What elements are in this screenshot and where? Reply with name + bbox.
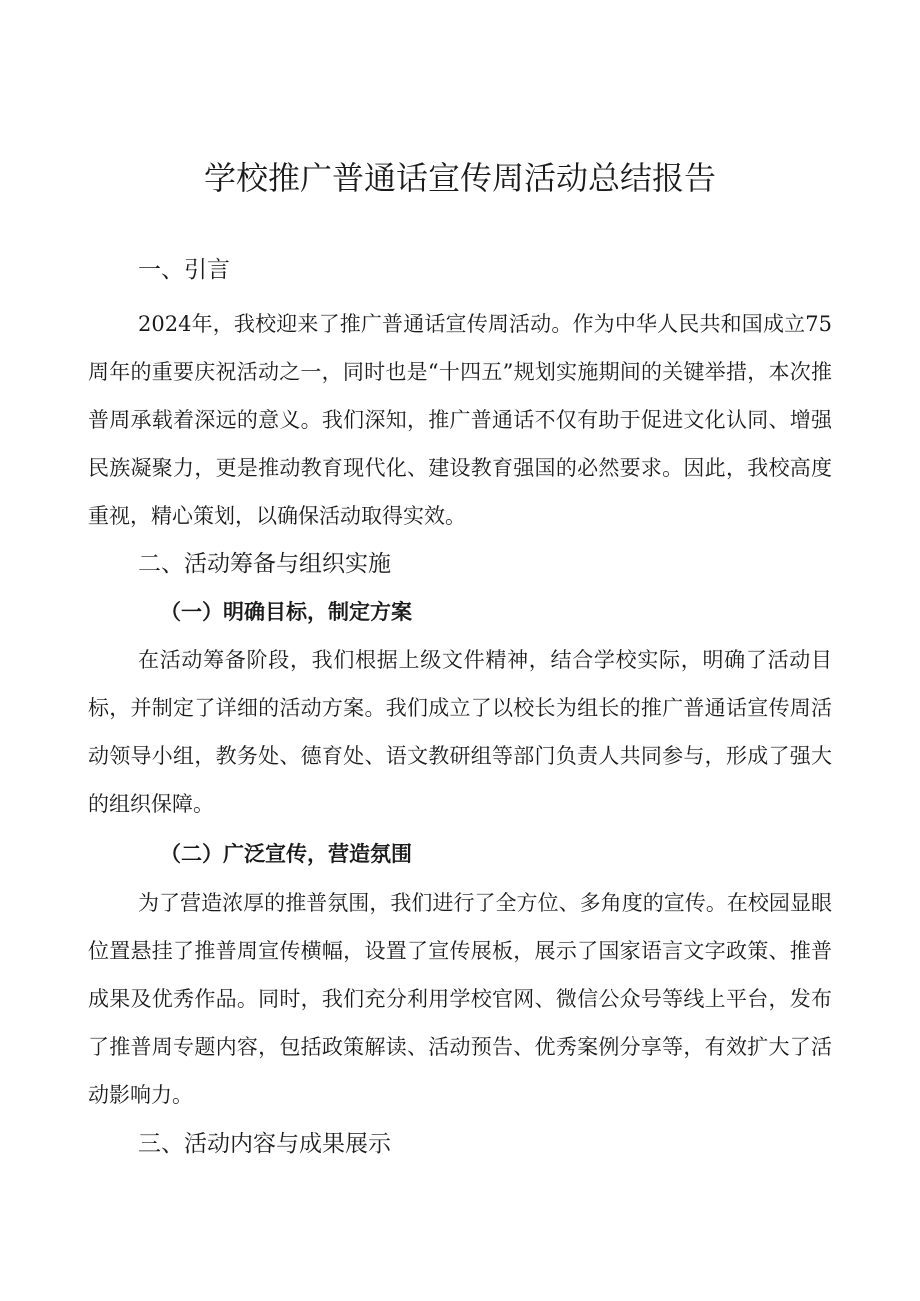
section-heading-activities: 三、活动内容与成果展示	[138, 1131, 391, 1157]
subsection-heading-goals: （一）明确目标，制定方案	[160, 599, 412, 624]
section-heading-introduction: 一、引言	[138, 257, 230, 283]
paragraph-introduction: 2024年，我校迎来了推广普通话宣传周活动。作为中华人民共和国成立75周年的重要庆祝活动之一，同时也是“十四五”规划实施期间的关键举措，本次推普周承载着深远的意义。我们深知，推广普通话不仅有助于促进文化认同、增强民族凝聚力，更是推动教育现代化、建设教育强国的必然要求。因此，我校高度重视，精心策划，以确保活动取得实效。	[88, 312, 832, 528]
section-heading-preparation: 二、活动筹备与组织实施	[138, 551, 391, 577]
subsection-heading-publicity: （二）广泛宣传，营造氛围	[160, 841, 412, 866]
paragraph-publicity: 为了营造浓厚的推普氛围，我们进行了全方位、多角度的宣传。在校园显眼位置悬挂了推普周宣传横幅，设置了宣传展板，展示了国家语言文字政策、推普成果及优秀作品。同时，我们充分利用学校官网、微信公众号等线上平台，发布了推普周专题内容，包括政策解读、活动预告、优秀案例分享等，有效扩大了活动影响力。	[88, 891, 832, 1107]
paragraph-goals: 在活动筹备阶段，我们根据上级文件精神，结合学校实际，明确了活动目标，并制定了详细的活动方案。我们成立了以校长为组长的推广普通话宣传周活动领导小组，教务处、德育处、语文教研组等部门负责人共同参与，形成了强大的组织保障。	[88, 648, 832, 816]
document-title: 学校推广普通话宣传周活动总结报告	[203, 159, 716, 197]
